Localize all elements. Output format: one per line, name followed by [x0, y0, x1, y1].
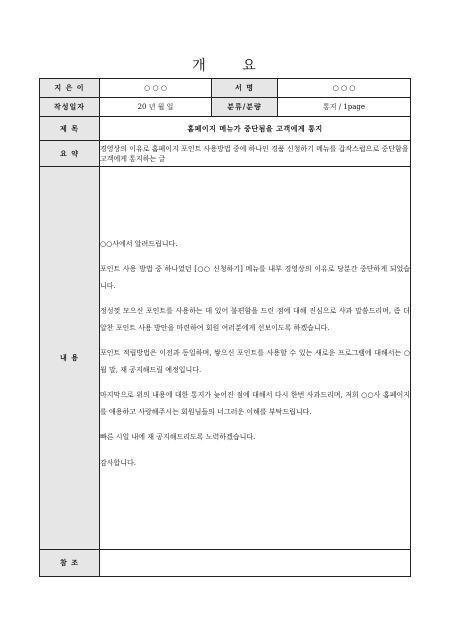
- content-paragraph: 포인트 적립방법은 이전과 동일하며, 쌓으신 포인트를 사용할 수 있는 새로운 프로그램에 대해서는 ○월 말, 재 공지해드릴 예정입니다.: [100, 349, 410, 374]
- subject-label: 제 목: [40, 117, 100, 141]
- author-value: ○ ○ ○: [100, 79, 212, 98]
- category-label: 분류/분량: [212, 98, 278, 117]
- content-paragraph: 포인트 사용 방법 중 하나였던 [○○ 신청하기] 메뉴를 내부 경영상의 이유로 당분간 중단하게 되었습니다.: [100, 265, 410, 290]
- signature-value: ○ ○ ○: [278, 79, 411, 98]
- content-paragraph: 빠른 시일 내에 재 공지해드리도록 노력하겠습니다.: [100, 433, 256, 442]
- category-value: 통지 / 1page: [278, 98, 411, 117]
- overview-table: [39, 78, 411, 577]
- subject-value: 홈페이지 메뉴가 중단됨을 고객에게 통지: [100, 117, 411, 141]
- content-paragraph: 정성껏 모으신 포인트를 사용하는 데 있어 불편함을 드린 점에 대해 진심으로 사과 말씀드리며, 좀 더 알찬 포인트 사용 방안을 마련하여 회원 여러분에게 선보이도록 하겠습니다.: [100, 307, 410, 332]
- signature-label: 서 명: [212, 79, 278, 98]
- content-paragraph: ○○사에서 알려드립니다.: [100, 239, 178, 248]
- reference-label: 참 조: [40, 550, 100, 577]
- title-char: 개: [192, 58, 208, 74]
- content-body: [100, 167, 411, 550]
- date-value: 20 년 월 일: [100, 98, 212, 117]
- document-title: [0, 55, 450, 75]
- author-label: 지 은 이: [40, 79, 100, 98]
- title-char: 요: [242, 58, 258, 74]
- reference-value: [100, 550, 411, 577]
- content-paragraph: 마지막으로 위의 내용에 대한 통지가 늦어진 점에 대해서 다시 한번 사과드리며, 저희 ○○사 홈페이지를 애용하고 사랑해주시는 회원님들의 너그러운 이해를 부탁드립니다.: [100, 391, 410, 416]
- summary-value: 경영상의 이유로 홈페이지 포인트 사용방법 중에 하나인 경품 신청하기 메뉴를 갑작스럽으로 중단함을 고객에게 통지하는 글: [100, 141, 411, 167]
- content-paragraph: 감사합니다.: [100, 458, 137, 467]
- date-label: 작성일자: [40, 98, 100, 117]
- content-label: 내 용: [40, 167, 100, 550]
- summary-label: 요 약: [40, 141, 100, 167]
